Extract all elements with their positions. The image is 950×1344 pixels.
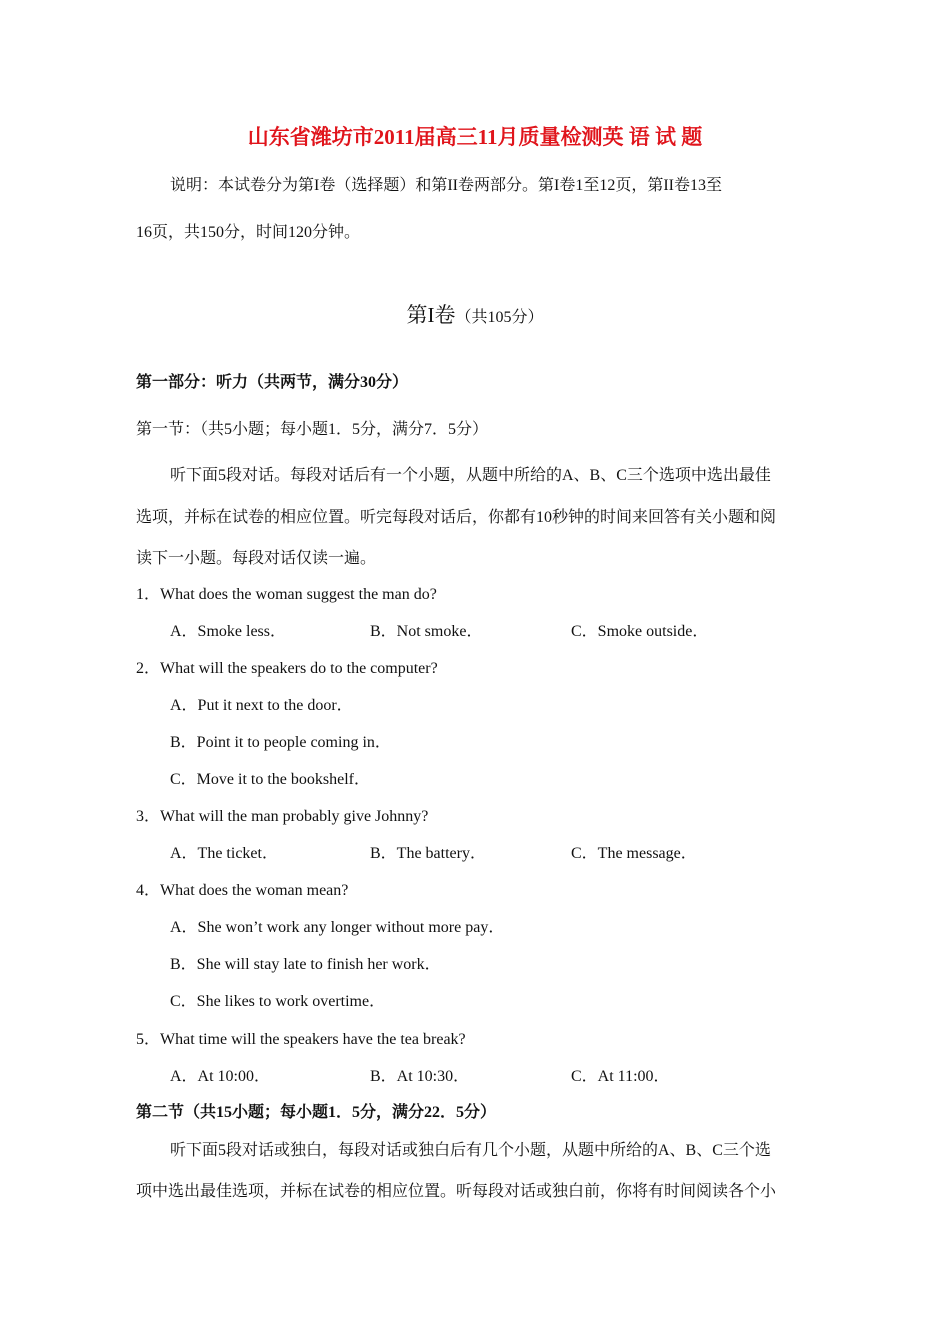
question-stem: 2．What will the speakers do to the computer? (136, 660, 438, 677)
section-1-directions-line: 选项，并标在试卷的相应位置。听完每段对话后，你都有10秒钟的时间来回答有关小题和阅 (136, 509, 777, 526)
question-option: C．Smoke outside． (571, 623, 709, 640)
question-option: A．Put it next to the door． (170, 697, 353, 714)
question-option: B．Not smoke． (370, 623, 483, 640)
intro-line-2: 16页，共150分，时间120分钟。 (136, 224, 361, 241)
section-1-directions-line: 听下面5段对话。每段对话后有一个小题，从题中所给的A、B、C三个选项中选出最佳 (170, 467, 771, 484)
question-option: B．At 10:30． (370, 1068, 470, 1085)
question-option: A．Smoke less． (170, 623, 287, 640)
volume-1-subtitle: （共105分） (455, 309, 544, 326)
question-option: C．She likes to work overtime． (170, 993, 386, 1010)
section-2-directions-line: 项中选出最佳选项，并标在试卷的相应位置。听每段对话或独白前，你将有时间阅读各个小 (136, 1183, 777, 1200)
intro-line-1: 说明：本试卷分为第I卷（选择题）和第II卷两部分。第I卷1至12页，第II卷13至 (170, 177, 722, 194)
question-option: B．Point it to people coming in． (170, 734, 391, 751)
section-1-directions-line: 读下一小题。每段对话仅读一遍。 (136, 550, 377, 567)
question-option: B．The battery． (370, 845, 486, 862)
volume-1-heading (0, 302, 950, 331)
question-option: A．She won’t work any longer without more pay． (170, 919, 505, 936)
part-1-heading: 第一部分：听力（共两节，满分30分） (136, 374, 409, 391)
section-2-heading: 第二节（共15小题；每小题1．5分，满分22．5分） (136, 1104, 497, 1121)
question-stem: 3．What will the man probably give Johnny? (136, 808, 429, 825)
document-title: 山东省潍坊市2011届高三11月质量检测英 语 试 题 (247, 125, 703, 149)
question-option: A．At 10:00． (170, 1068, 271, 1085)
question-option: C．Move it to the bookshelf． (170, 771, 370, 788)
question-option: B．She will stay late to finish her work． (170, 956, 441, 973)
question-stem: 1．What does the woman suggest the man do? (136, 586, 437, 603)
question-option: A．The ticket． (170, 845, 278, 862)
question-stem: 4．What does the woman mean? (136, 882, 349, 899)
section-1-heading: 第一节：（共5小题；每小题1．5分，满分7．5分） (136, 421, 489, 438)
volume-1-title: 第I卷 (406, 303, 456, 327)
question-option: C．The message． (571, 845, 697, 862)
question-option: C．At 11:00． (571, 1068, 670, 1085)
section-2-directions-line: 听下面5段对话或独白，每段对话或独白后有几个小题，从题中所给的A、B、C三个选 (170, 1142, 771, 1159)
question-stem: 5．What time will the speakers have the tea break? (136, 1031, 466, 1048)
